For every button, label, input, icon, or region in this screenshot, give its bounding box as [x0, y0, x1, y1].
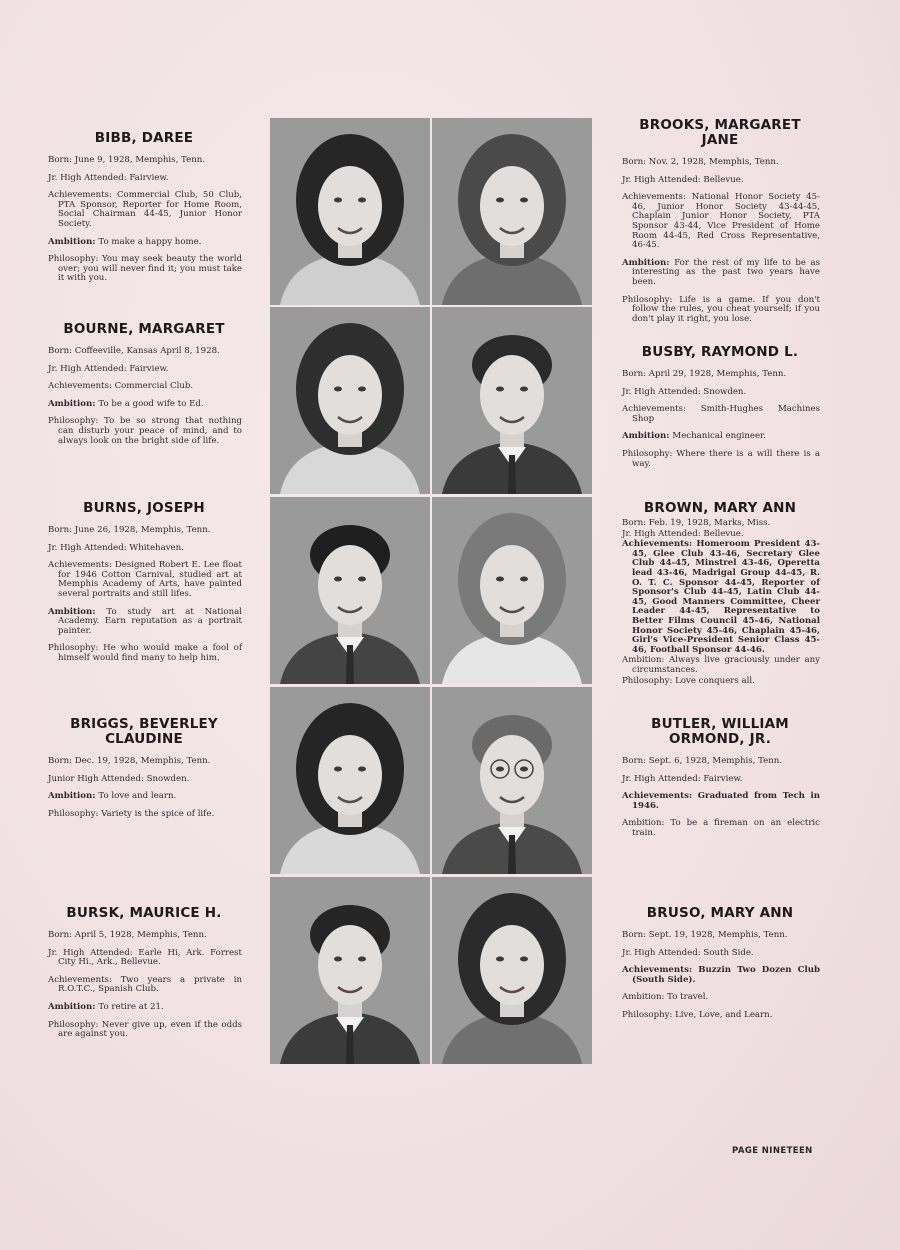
student-name: BROOKS, MARGARET JANE	[639, 117, 801, 148]
born-field: Born: Nov. 2, 1928, Memphis, Tenn.	[622, 157, 779, 167]
jr-high-field: Junior High Attended: Snowden.	[48, 773, 190, 784]
portrait-image	[270, 307, 430, 494]
achievements-field: Achievements: National Honor Society 45-46, Junior Honor Society 43-44-45, Chaplain Junior Honor Society, PTA Sponsor 43-44, Vice President of Home Room 44-45, Red Cross Representative, 46-45.	[622, 192, 820, 251]
born-field: Born: Sept. 6, 1928, Memphis, Tenn.	[622, 756, 783, 766]
achievements-field: Achievements: Homeroom President 43-45, Glee Club 43-46, Secretary Glee Club 44-45, Minstrel 43-46, Operetta lead 43-46, Madrigal Group 44-45, R. O. T. C. Sponsor 44-45, Reporter of Sponsor's Club 44-45, Latin Club 44-45, Good Manners Committee, Cheer Leader 44-45, Representative to Better Films Council 45-46, National Honor Society 45-46, Chaplain 45-46, Girl's Vice-President Senior Class 45-46, Football Sponsor 44-46.	[622, 539, 820, 655]
student-entry-butler	[620, 717, 820, 847]
portrait-bursk	[270, 877, 430, 1064]
philosophy-field: Philosophy: Live, Love, and Learn.	[622, 1009, 773, 1020]
philosophy-field: Philosophy: Variety is the spice of life.	[48, 808, 215, 819]
born-field: Born: Coffeeville, Kansas April 8, 1928.	[48, 346, 220, 356]
achievements-field: Achievements: Buzzin Two Dozen Club (South Side).	[622, 965, 821, 985]
student-entry-bursk	[46, 906, 242, 1048]
philosophy-field: Philosophy: Love conquers all.	[622, 675, 755, 686]
student-entry-burns	[46, 501, 242, 672]
philosophy-field: Philosophy: Where there is a will there is a way.	[622, 448, 820, 469]
philosophy-field: Philosophy: Never give up, even if the odds are against you.	[48, 1019, 243, 1040]
portrait-busby	[432, 307, 592, 494]
portrait-briggs	[270, 687, 430, 874]
philosophy-field: Philosophy: He who would make a fool of himself would find many to help him.	[48, 643, 242, 663]
portrait-image	[432, 118, 592, 305]
achievements-field: Achievements: Commercial Club, 50 Club, PTA Sponsor, Reporter for Home Room, Social Chairman 44-45, Junior Honor Society.	[48, 190, 242, 229]
achievements-field: Achievements: Two years a private in R.O.T.C., Spanish Club.	[48, 974, 243, 995]
jr-high-field: Jr. High Attended: Fairview.	[622, 773, 743, 784]
philosophy-field: Philosophy: You may seek beauty the world over; you will never find it; you must take it with you.	[48, 254, 242, 284]
ambition-field: Ambition: To make a happy home.	[48, 236, 202, 247]
student-name: BIBB, DAREE	[94, 130, 194, 146]
student-entry-bourne	[46, 322, 242, 454]
born-field: Born: April 29, 1928, Memphis, Tenn.	[622, 369, 787, 379]
jr-high-field: Jr. High Attended: Bellevue.	[622, 174, 744, 185]
ambition-field: Ambition: To retire at 21.	[48, 1001, 164, 1012]
portrait-brooks	[432, 118, 592, 305]
portrait-butler	[432, 687, 592, 874]
student-name: BROWN, MARY ANN	[643, 500, 797, 516]
achievements-field: Achievements: Graduated from Tech in 1946.	[622, 791, 821, 811]
portrait-brown	[432, 497, 592, 684]
portrait-bibb	[270, 118, 430, 305]
page-number: PAGE NINETEEN	[732, 1146, 813, 1156]
jr-high-field: Jr. High Attended: Snowden.	[622, 386, 747, 397]
philosophy-field: Philosophy: To be so strong that nothing can disturb your peace of mind, and to always look on the bright side of life.	[48, 416, 243, 446]
student-name: BURNS, JOSEPH	[83, 500, 205, 516]
born-field: Born: Feb. 19, 1928, Marks, Miss.	[622, 518, 771, 528]
achievements-field: Achievements: Smith-Hughes Machines Shop	[622, 404, 820, 424]
portrait-image	[270, 118, 430, 305]
student-entry-brown	[620, 501, 820, 687]
jr-high-field: Jr. High Attended: Fairview.	[48, 172, 169, 183]
jr-high-field: Jr. High Attended: Whitehaven.	[48, 542, 184, 553]
ambition-field: Ambition: To be a good wife to Ed.	[48, 398, 204, 409]
born-field: Born: June 9, 1928, Memphis, Tenn.	[48, 155, 206, 165]
jr-high-field: Jr. High Attended: Fairview.	[48, 363, 169, 374]
jr-high-field: Jr. High Attended: Earle Hi, Ark. Forrest City Hi., Ark., Bellevue.	[48, 947, 242, 968]
achievements-field: Achievements: Commercial Club.	[48, 381, 194, 392]
jr-high-field: Jr. High Attended: Bellevue.	[622, 528, 744, 539]
ambition-field: Ambition: For the rest of my life to be as interesting as the past two years have been.	[622, 257, 820, 287]
ambition-field: Ambition: To be a fireman on an electric train.	[622, 818, 820, 838]
portrait-bourne	[270, 307, 430, 494]
student-entry-brooks	[620, 118, 820, 332]
student-name: BURSK, MAURICE H.	[66, 905, 222, 921]
portrait-bruso	[432, 877, 592, 1064]
portrait-image	[432, 687, 592, 874]
student-entry-bibb	[46, 131, 242, 292]
portrait-image	[432, 307, 592, 494]
born-field: Born: June 26, 1928, Memphis, Tenn.	[48, 525, 211, 535]
portrait-image	[270, 877, 430, 1064]
ambition-field: Ambition: Mechanical engineer.	[622, 431, 766, 442]
portrait-image	[432, 877, 592, 1064]
ambition-field: Ambition: To travel.	[622, 992, 709, 1003]
born-field: Born: April 5, 1928, Memphis, Tenn.	[48, 930, 207, 940]
student-name: BUTLER, WILLIAM ORMOND, JR.	[651, 716, 789, 747]
student-name: BUSBY, RAYMOND L.	[641, 344, 799, 360]
achievements-field: Achievements: Designed Robert E. Lee float for 1946 Cotton Carnival, studied art at Memphis Academy of Arts, have painted several portraits and still lifes.	[48, 560, 242, 599]
jr-high-field: Jr. High Attended: South Side.	[622, 947, 754, 958]
portrait-image	[270, 497, 430, 684]
student-name: BRIGGS, BEVERLEY CLAUDINE	[70, 716, 218, 747]
student-name: BOURNE, MARGARET	[63, 321, 225, 337]
student-name: BRUSO, MARY ANN	[646, 905, 794, 921]
ambition-field: Ambition: To love and learn.	[48, 791, 177, 802]
born-field: Born: Dec. 19, 1928, Memphis, Tenn.	[48, 756, 211, 766]
philosophy-field: Philosophy: Life is a game. If you don't follow the rules, you cheat yourself; if you don't play it right, you lose.	[622, 294, 820, 324]
ambition-field: Ambition: To study art at National Academy. Earn reputation as a portrait painter.	[48, 606, 243, 636]
portrait-image	[270, 687, 430, 874]
student-entry-briggs	[46, 717, 242, 827]
portrait-burns	[270, 497, 430, 684]
born-field: Born: Sept. 19, 1928, Memphis, Tenn.	[622, 930, 788, 940]
ambition-field: Ambition: Always live graciously under any circumstances.	[622, 655, 820, 675]
student-entry-busby	[620, 345, 820, 477]
portrait-image	[432, 497, 592, 684]
student-entry-bruso	[620, 906, 820, 1029]
